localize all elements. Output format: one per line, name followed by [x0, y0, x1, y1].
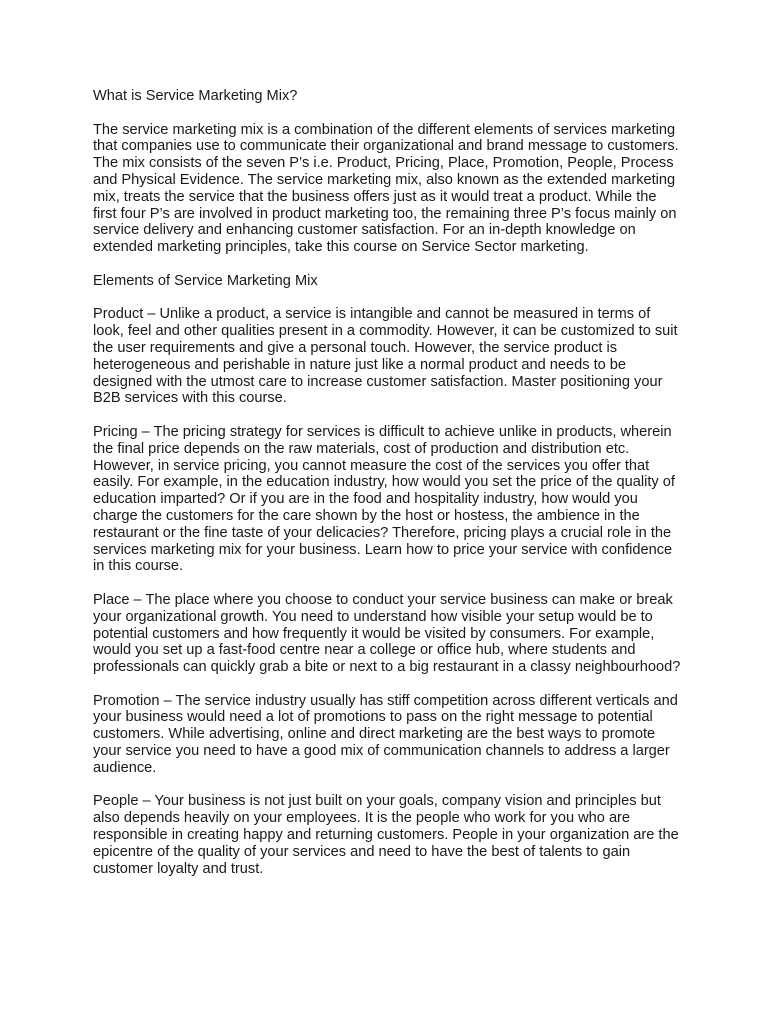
pricing-paragraph: Pricing – The pricing strategy for services is difficult to achieve unlike in products, wherein the final price depends on the raw materials, cost of production and distribution etc. However, in service pricing, you cannot measure the cost of the services you offer that easily. For example, in the education industry, how would you set the price of the quality of education imparted? Or if you are in the food and hospitality industry, how would you charge the customers for the care shown by the host or hostess, the ambience in the restaurant or the fine taste of your delicacies? Therefore, pricing plays a crucial role in the services marketing mix for your business. Learn how to price your service with confidence in this course. — [93, 423, 675, 575]
intro-paragraph: The service marketing mix is a combination of the different elements of services marketing that companies use to communicate their organizational and brand message to customers. The mix consists of the seven P’s i.e. Product, Pricing, Place, Promotion, People, Process and Physical Evidence. The service marketing mix, also known as the extended marketing mix, treats the service that the business offers just as it would treat a product. While the first four P’s are involved in product marketing too, the remaining three P’s focus mainly on service delivery and enhancing customer satisfaction. For an in-depth knowledge on extended marketing principles, take this course on Service Sector marketing. — [93, 121, 679, 256]
document-title: What is Service Marketing Mix? — [93, 88, 298, 104]
product-paragraph: Product – Unlike a product, a service is intangible and cannot be measured in terms of look, feel and other qualities present in a commodity. However, it can be customized to suit the user requirements and give a personal touch. However, the service product is heterogeneous and perishable in nature just like a normal product and needs to be designed with the utmost care to increase customer satisfaction. Master positioning your B2B services with this course. — [93, 306, 678, 407]
document-body — [93, 88, 683, 894]
section-heading: Elements of Service Marketing Mix — [93, 272, 318, 289]
people-paragraph: People – Your business is not just built on your goals, company vision and principles but also depends heavily on your employees. It is the people who work for you who are responsible in creating happy and returning customers. People in your organization are the epicentre of the quality of your services and need to have the best of talents to gain customer loyalty and trust. — [93, 793, 679, 877]
promotion-paragraph: Promotion – The service industry usually has stiff competition across different verticals and your business would need a lot of promotions to pass on the right message to potential customers. While advertising, online and direct marketing are the best ways to promote your service you need to have a good mix of communication channels to address a larger audience. — [93, 692, 678, 776]
place-paragraph: Place – The place where you choose to conduct your service business can make or break your organizational growth. You need to understand how visible your setup would be to potential customers and how frequently it would be visited by consumers. For example, would you set up a fast-food centre near a college or office hub, where students and professionals can quickly grab a bite or next to a big restaurant in a classy neighbourhood? — [93, 591, 681, 676]
